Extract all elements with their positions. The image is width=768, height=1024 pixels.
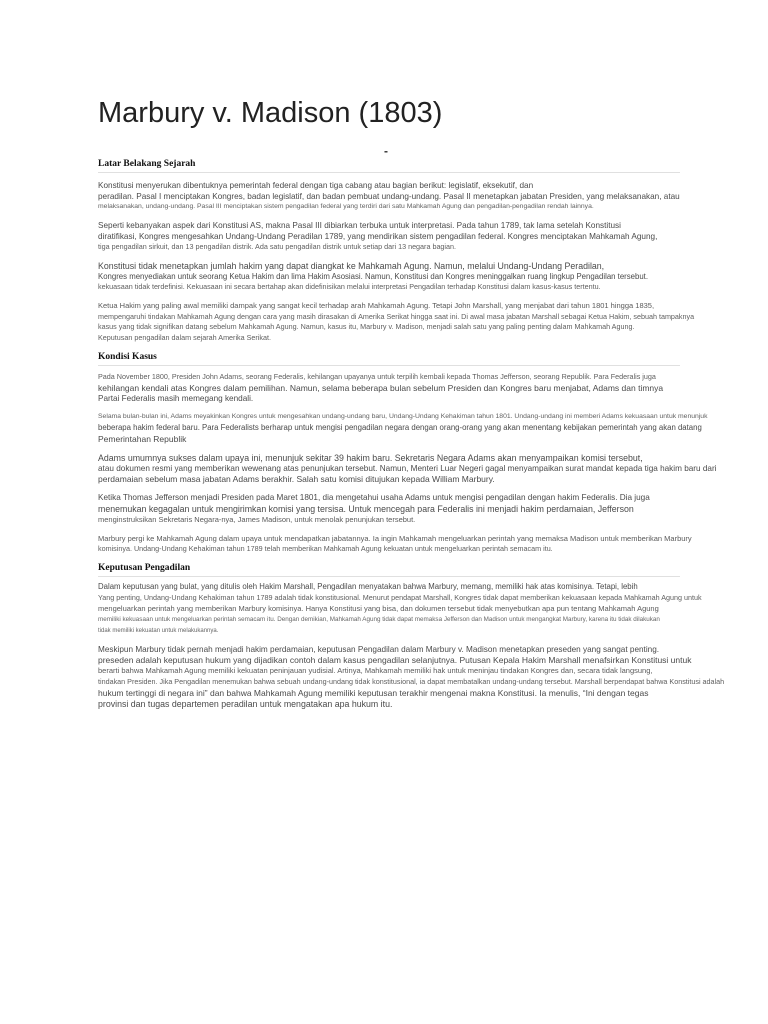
text-line: Yang penting, Undang-Undang Kehakiman tahun 1789 adalah tidak konstitusional. Menurut pendapat Marshall, Kongres tidak dapat memberikan kekuasaan kepada Mahkamah Agung untuk	[98, 592, 702, 602]
text-line: tiga pengadilan sirkuit, dan 13 pengadilan distrik. Ada satu pengadilan distrik untuk setiap dari 13 negara bagian.	[98, 242, 457, 251]
text-line: Konstitusi tidak menetapkan jumlah hakim yang dapat diangkat ke Mahkamah Agung. Namun, melalui Undang-Undang Peradilan,	[98, 261, 605, 271]
text-line: Partai Federalis masih memegang kendali.	[98, 393, 254, 403]
text-line: melaksanakan, undang-undang. Pasal III menciptakan sistem pengadilan federal yang terdiri dari satu Mahkamah Agung dan pengadilan-pengadilan rendah lainnya.	[98, 203, 594, 210]
text-line: preseden adalah keputusan hukum yang dijadikan contoh dalam kasus pengadilan selanjutnya. Putusan Kepala Hakim Marshall menafsirkan Konstitusi untuk	[98, 655, 692, 666]
text-line: hukum tertinggi di negara ini” dan bahwa Mahkamah Agung memiliki keputusan terakhir mengenai makna Konstitusi. Ia menulis, “Ini dengan tegas	[98, 688, 649, 699]
paragraph	[98, 453, 738, 485]
page-title: Marbury v. Madison (1803)	[98, 97, 443, 129]
text-line: Keputusan pengadilan dalam sejarah Amerika Serikat.	[98, 332, 272, 342]
section-keputusan-pengadilan	[98, 562, 738, 718]
text-line: mempengaruhi tindakan Mahkamah Agung dengan cara yang masih dirasakan di Amerika Serikat hingga saat ini. Di awal masa jabatan Marshall sebagai Ketua Hakim, sebuah tampaknya	[98, 311, 695, 321]
text-line: Ketua Hakim yang paling awal memiliki dampak yang sangat kecil terhadap arah Mahkamah Agung. Tetapi John Marshall, yang menjabat dari tahun 1801 hingga 1835,	[98, 301, 655, 310]
section-latar-belakang	[98, 158, 738, 352]
separator-dash: -	[384, 144, 388, 158]
text-line: komisinya. Undang-Undang Kehakiman tahun 1789 telah memberikan Mahkamah Agung kekuatan untuk mengeluarkan perintah semacam itu.	[98, 544, 553, 554]
text-line: Ketika Thomas Jefferson menjadi Presiden pada Maret 1801, dia mengetahui usaha Adams untuk mengisi pengadilan dengan hakim Federalis. Dia juga	[98, 493, 650, 503]
text-line: memiliki kekuasaan untuk mengeluarkan perintah semacam itu. Dengan demikian, Mahkamah Agung tidak dapat memaksa Jefferson dan Madison untuk mengangkat Marbury, karena itu tidak dilakukan	[98, 615, 660, 623]
text-line: Meskipun Marbury tidak pernah menjadi hakim perdamaian, keputusan Pengadilan dalam Marbury v. Madison menetapkan preseden yang sangat penting.	[98, 644, 660, 654]
text-line: peradilan. Pasal I menciptakan Kongres, badan legislatif, dan badan pembuat undang-undang. Pasal II menetapkan jabatan Presiden, yang melaksanakan, atau	[98, 191, 680, 201]
text-line: Konstitusi menyerukan dibentuknya pemerintah federal dengan tiga cabang atau bagian berikut: legislatif, eksekutif, dan	[98, 181, 534, 190]
text-line: Seperti kebanyakan aspek dari Konstitusi AS, makna Pasal III dibiarkan terbuka untuk interpretasi. Pada tahun 1789, tak lama setelah Konstitusi	[98, 221, 621, 230]
text-line: kekuasaan tidak terdefinisi. Kekuasaan ini secara bertahap akan didefinisikan melalui interpretasi Pengadilan terhadap Konstitusi dalam kasus-kasus tertentu.	[98, 282, 601, 291]
text-line: Selama bulan-bulan ini, Adams meyakinkan Kongres untuk mengesahkan undang-undang baru, Undang-Undang Kehakiman tahun 1801. Undang-undang ini memberi Adams kekuasaan untuk menunjuk	[98, 413, 708, 421]
text-line: kasus yang tidak signifikan datang sebelum Mahkamah Agung. Namun, kasus itu, Marbury v. Madison, menjadi salah satu yang paling penting dalam Mahkamah Agung.	[98, 322, 635, 331]
text-line: berarti bahwa Mahkamah Agung memiliki kekuatan peninjauan yudisial. Artinya, Mahkamah memiliki hak untuk meninjau tindakan Kongres dan, secara tidak langsung,	[98, 666, 653, 676]
paragraph	[98, 534, 738, 556]
section-kondisi-kasus	[98, 351, 738, 563]
section-heading: Keputusan Pengadilan	[98, 562, 680, 577]
text-line: provinsi dan tugas departemen peradilan untuk mengatakan apa hukum itu.	[98, 699, 393, 710]
text-line: Pemerintahan Republik	[98, 433, 187, 444]
text-line: menemukan kegagalan untuk mengirimkan komisi yang tersisa. Untuk mencegah para Federalis ini menjadi hakim perdamaian, Jefferson	[98, 503, 634, 514]
paragraph	[98, 412, 738, 444]
text-line: beberapa hakim federal baru. Para Federalists berharap untuk mengisi pengadilan negara dengan orang-orang yang akan menentang kebijakan pemerintah yang akan datang	[98, 423, 702, 433]
section-heading: Kondisi Kasus	[98, 351, 680, 366]
text-line: mengeluarkan perintah yang memberikan Marbury komisinya. Hanya Konstitusi yang bisa, dan dokumen tersebut tidak menyebutkan apa pun tentang Mahkamah Agung	[98, 603, 659, 613]
text-line: tidak memiliki kekuatan untuk melakukannya.	[98, 627, 219, 634]
paragraph	[98, 261, 738, 293]
text-line: diratifikasi, Kongres mengesahkan Undang-Undang Peradilan 1789, yang mendirikan sistem pengadilan federal. Kongres menciptakan Mahkamah Agung,	[98, 231, 658, 241]
text-line: Kongres menyediakan untuk seorang Ketua Hakim dan lima Hakim Asosiasi. Namun, Konstitusi dan Kongres meninggalkan ruang lingkup Pengadilan tersebut.	[98, 271, 649, 281]
text-line: Pada November 1800, Presiden John Adams, seorang Federalis, kehilangan upayanya untuk terpilih kembali kepada Thomas Jefferson, seorang Republik. Para Federalis juga	[98, 372, 656, 381]
paragraph	[98, 493, 738, 525]
paragraph	[98, 181, 738, 213]
text-line: Marbury pergi ke Mahkamah Agung dalam upaya untuk mendapatkan jabatannya. Ia ingin Mahkamah mengeluarkan perintah yang memaksa Madison untuk memberikan Marbury	[98, 533, 692, 543]
text-line: Dalam keputusan yang bulat, yang ditulis oleh Hakim Marshall, Pengadilan menyatakan bahwa Marbury, memang, memiliki hak atas komisinya. Tetapi, lebih	[98, 582, 638, 591]
text-line: menginstruksikan Sekretaris Negara-nya, James Madison, untuk menolak penunjukan tersebut.	[98, 514, 416, 524]
text-line: perdamaian sebelum masa jabatan Adams berakhir. Salah satu komisi ditujukan kepada William Marbury.	[98, 474, 495, 485]
paragraph	[98, 645, 738, 710]
paragraph	[98, 301, 738, 343]
text-line: kehilangan kendali atas Kongres dalam pemilihan. Namun, selama beberapa bulan sebelum Presiden dan Kongres baru menjabat, Adams dan timnya	[98, 382, 664, 393]
text-line: Adams umumnya sukses dalam upaya ini, menunjuk sekitar 39 hakim baru. Sekretaris Negara Adams akan menyampaikan komisi tersebut,	[98, 452, 643, 463]
text-line: tindakan Presiden. Jika Pengadilan menemukan bahwa sebuah undang-undang tidak konstitusional, ia dapat membatalkan undang-undang tersebut. Marshall berpendapat bahwa Konstitusi adalah	[98, 677, 725, 687]
text-line: atau dokumen resmi yang memberikan wewenang atas penunjukan tersebut. Namun, Menteri Luar Negeri gagal menyampaikan surat mandat kepada tiga hakim baru dari	[98, 463, 717, 473]
paragraph	[98, 372, 738, 404]
paragraph	[98, 221, 738, 253]
paragraph	[98, 582, 738, 637]
section-heading: Latar Belakang Sejarah	[98, 158, 680, 173]
